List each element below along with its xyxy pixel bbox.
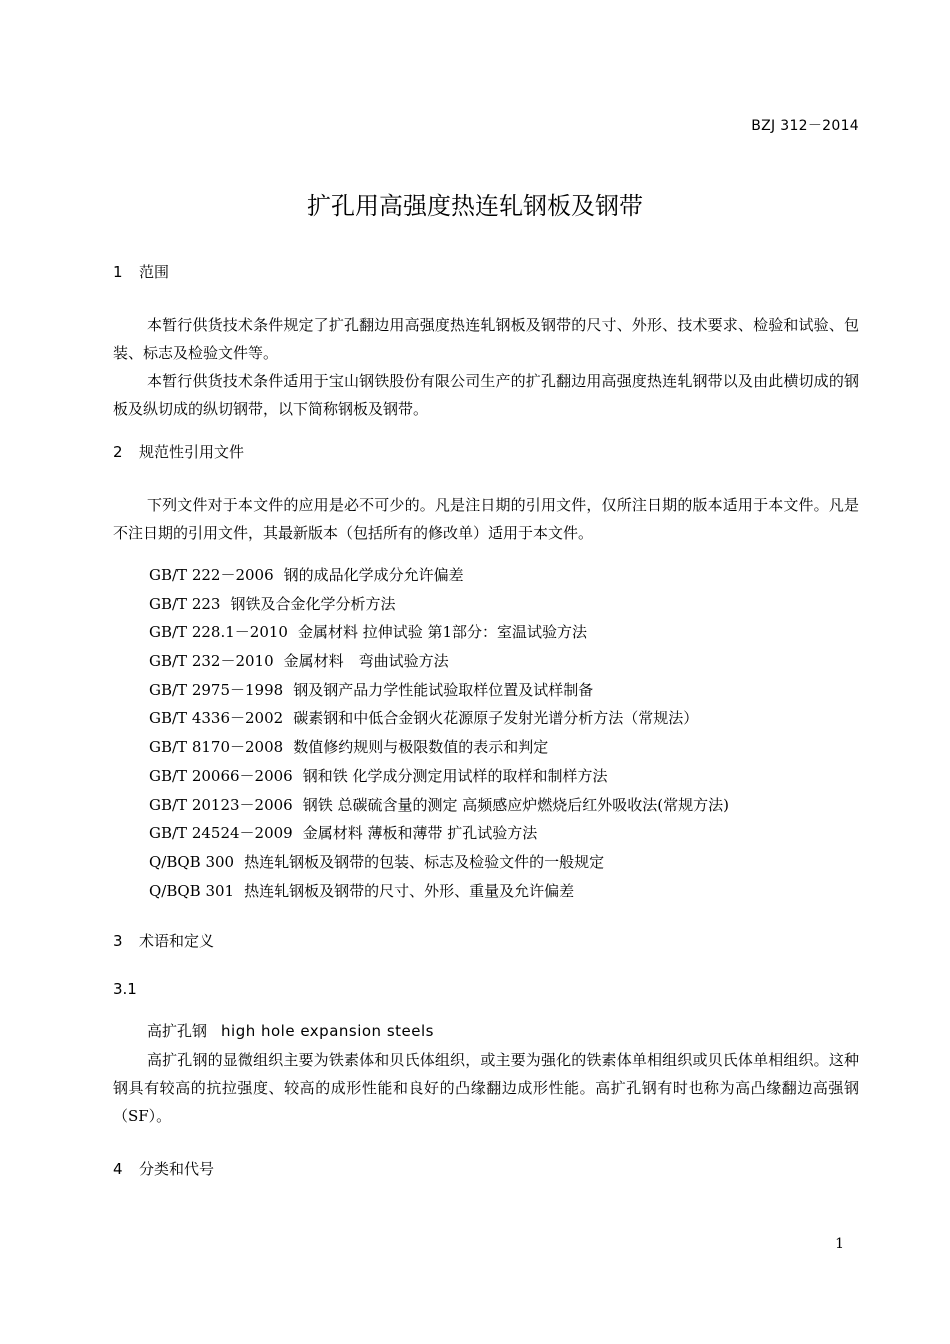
page-number: 1 <box>835 1236 844 1252</box>
reference-item <box>149 676 729 705</box>
section-number: 1 <box>113 263 123 281</box>
reference-code: GB/T 223 <box>149 594 221 613</box>
term-line <box>147 1020 434 1041</box>
reference-item <box>149 647 729 676</box>
section-heading-terms <box>113 930 214 951</box>
reference-title: 钢铁及合金化学分析方法 <box>230 594 396 613</box>
reference-item <box>149 618 729 647</box>
reference-code: GB/T 232－2010 <box>149 652 274 671</box>
reference-code: GB/T 2975－1998 <box>149 680 284 699</box>
section-title: 范围 <box>139 263 170 281</box>
reference-code: Q/BQB 301 <box>149 881 235 900</box>
reference-title: 金属材料 薄板和薄带 扩孔试验方法 <box>302 824 538 843</box>
reference-item <box>149 561 729 590</box>
section-title: 规范性引用文件 <box>139 443 245 461</box>
reference-code: GB/T 20123－2006 <box>149 795 293 814</box>
document-title: 扩孔用高强度热连轧钢板及钢带 <box>307 192 643 220</box>
scope-paragraph-1: 本暂行供货技术条件规定了扩孔翻边用高强度热连轧钢板及钢带的尺寸、外形、技术要求、检验和试验、包装、标志及检验文件等。 <box>113 316 859 362</box>
term-definition: 高扩孔钢的显微组织主要为铁素体和贝氏体组织，或主要为强化的铁素体单相组织或贝氏体单相组织。这种钢具有较高的抗拉强度、较高的成形性能和良好的凸缘翻边成形性能。高扩孔钢有时也称为高凸缘翻边高强钢（SF）。 <box>113 1051 859 1125</box>
reference-title: 数值修约规则与极限数值的表示和判定 <box>293 738 549 757</box>
reference-title: 钢及钢产品力学性能试验取样位置及试样制备 <box>293 680 594 699</box>
reference-title: 热连轧钢板及钢带的包装、标志及检验文件的一般规定 <box>244 852 605 871</box>
reference-item <box>149 704 729 733</box>
reference-title: 碳素钢和中低合金钢火花源原子发射光谱分析方法（常规法） <box>293 709 699 728</box>
scope-paragraph-2: 本暂行供货技术条件适用于宝山钢铁股份有限公司生产的扩孔翻边用高强度热连轧钢带以及由此横切成的钢板及纵切成的纵切钢带，以下简称钢板及钢带。 <box>113 372 859 418</box>
reference-item <box>149 877 729 906</box>
section-number: 4 <box>113 1160 123 1178</box>
reference-title: 热连轧钢板及钢带的尺寸、外形、重量及允许偏差 <box>244 881 575 900</box>
reference-code: GB/T 20066－2006 <box>149 766 293 785</box>
reference-item <box>149 590 729 619</box>
reference-code: GB/T 8170－2008 <box>149 738 284 757</box>
reference-code: GB/T 24524－2009 <box>149 824 293 843</box>
term-name-english: high hole expansion steels <box>221 1022 434 1040</box>
references-intro: 下列文件对于本文件的应用是必不可少的。凡是注日期的引用文件，仅所注日期的版本适用于本文件。凡是不注日期的引用文件，其最新版本（包括所有的修改单）适用于本文件。 <box>113 496 859 542</box>
reference-item <box>149 733 729 762</box>
reference-code: Q/BQB 300 <box>149 852 235 871</box>
term-name-chinese: 高扩孔钢 <box>147 1022 208 1040</box>
section-number: 3 <box>113 932 123 950</box>
section-title: 术语和定义 <box>139 932 215 950</box>
reference-code: GB/T 228.1－2010 <box>149 623 288 642</box>
reference-list <box>149 561 729 905</box>
subsection-heading-3-1: 3.1 <box>113 980 137 998</box>
reference-item <box>149 791 729 820</box>
section-heading-classification <box>113 1158 214 1179</box>
reference-item <box>149 848 729 877</box>
reference-title: 金属材料 拉伸试验 第1部分：室温试验方法 <box>297 623 588 642</box>
section-title: 分类和代号 <box>139 1160 215 1178</box>
reference-title: 金属材料 弯曲试验方法 <box>283 652 449 671</box>
section-heading-normative-references <box>113 441 244 462</box>
section-heading-scope <box>113 261 169 282</box>
reference-item <box>149 762 729 791</box>
document-code: BZJ 312－2014 <box>751 118 859 134</box>
reference-title: 钢的成品化学成分允许偏差 <box>283 566 464 584</box>
reference-title: 钢铁 总碳硫含量的测定 高频感应炉燃烧后红外吸收法(常规方法) <box>302 795 729 814</box>
reference-code: GB/T 222－2006 <box>149 566 274 584</box>
reference-code: GB/T 4336－2002 <box>149 709 284 728</box>
reference-title: 钢和铁 化学成分测定用试样的取样和制样方法 <box>302 766 608 785</box>
section-number: 2 <box>113 443 123 461</box>
reference-item <box>149 819 729 848</box>
